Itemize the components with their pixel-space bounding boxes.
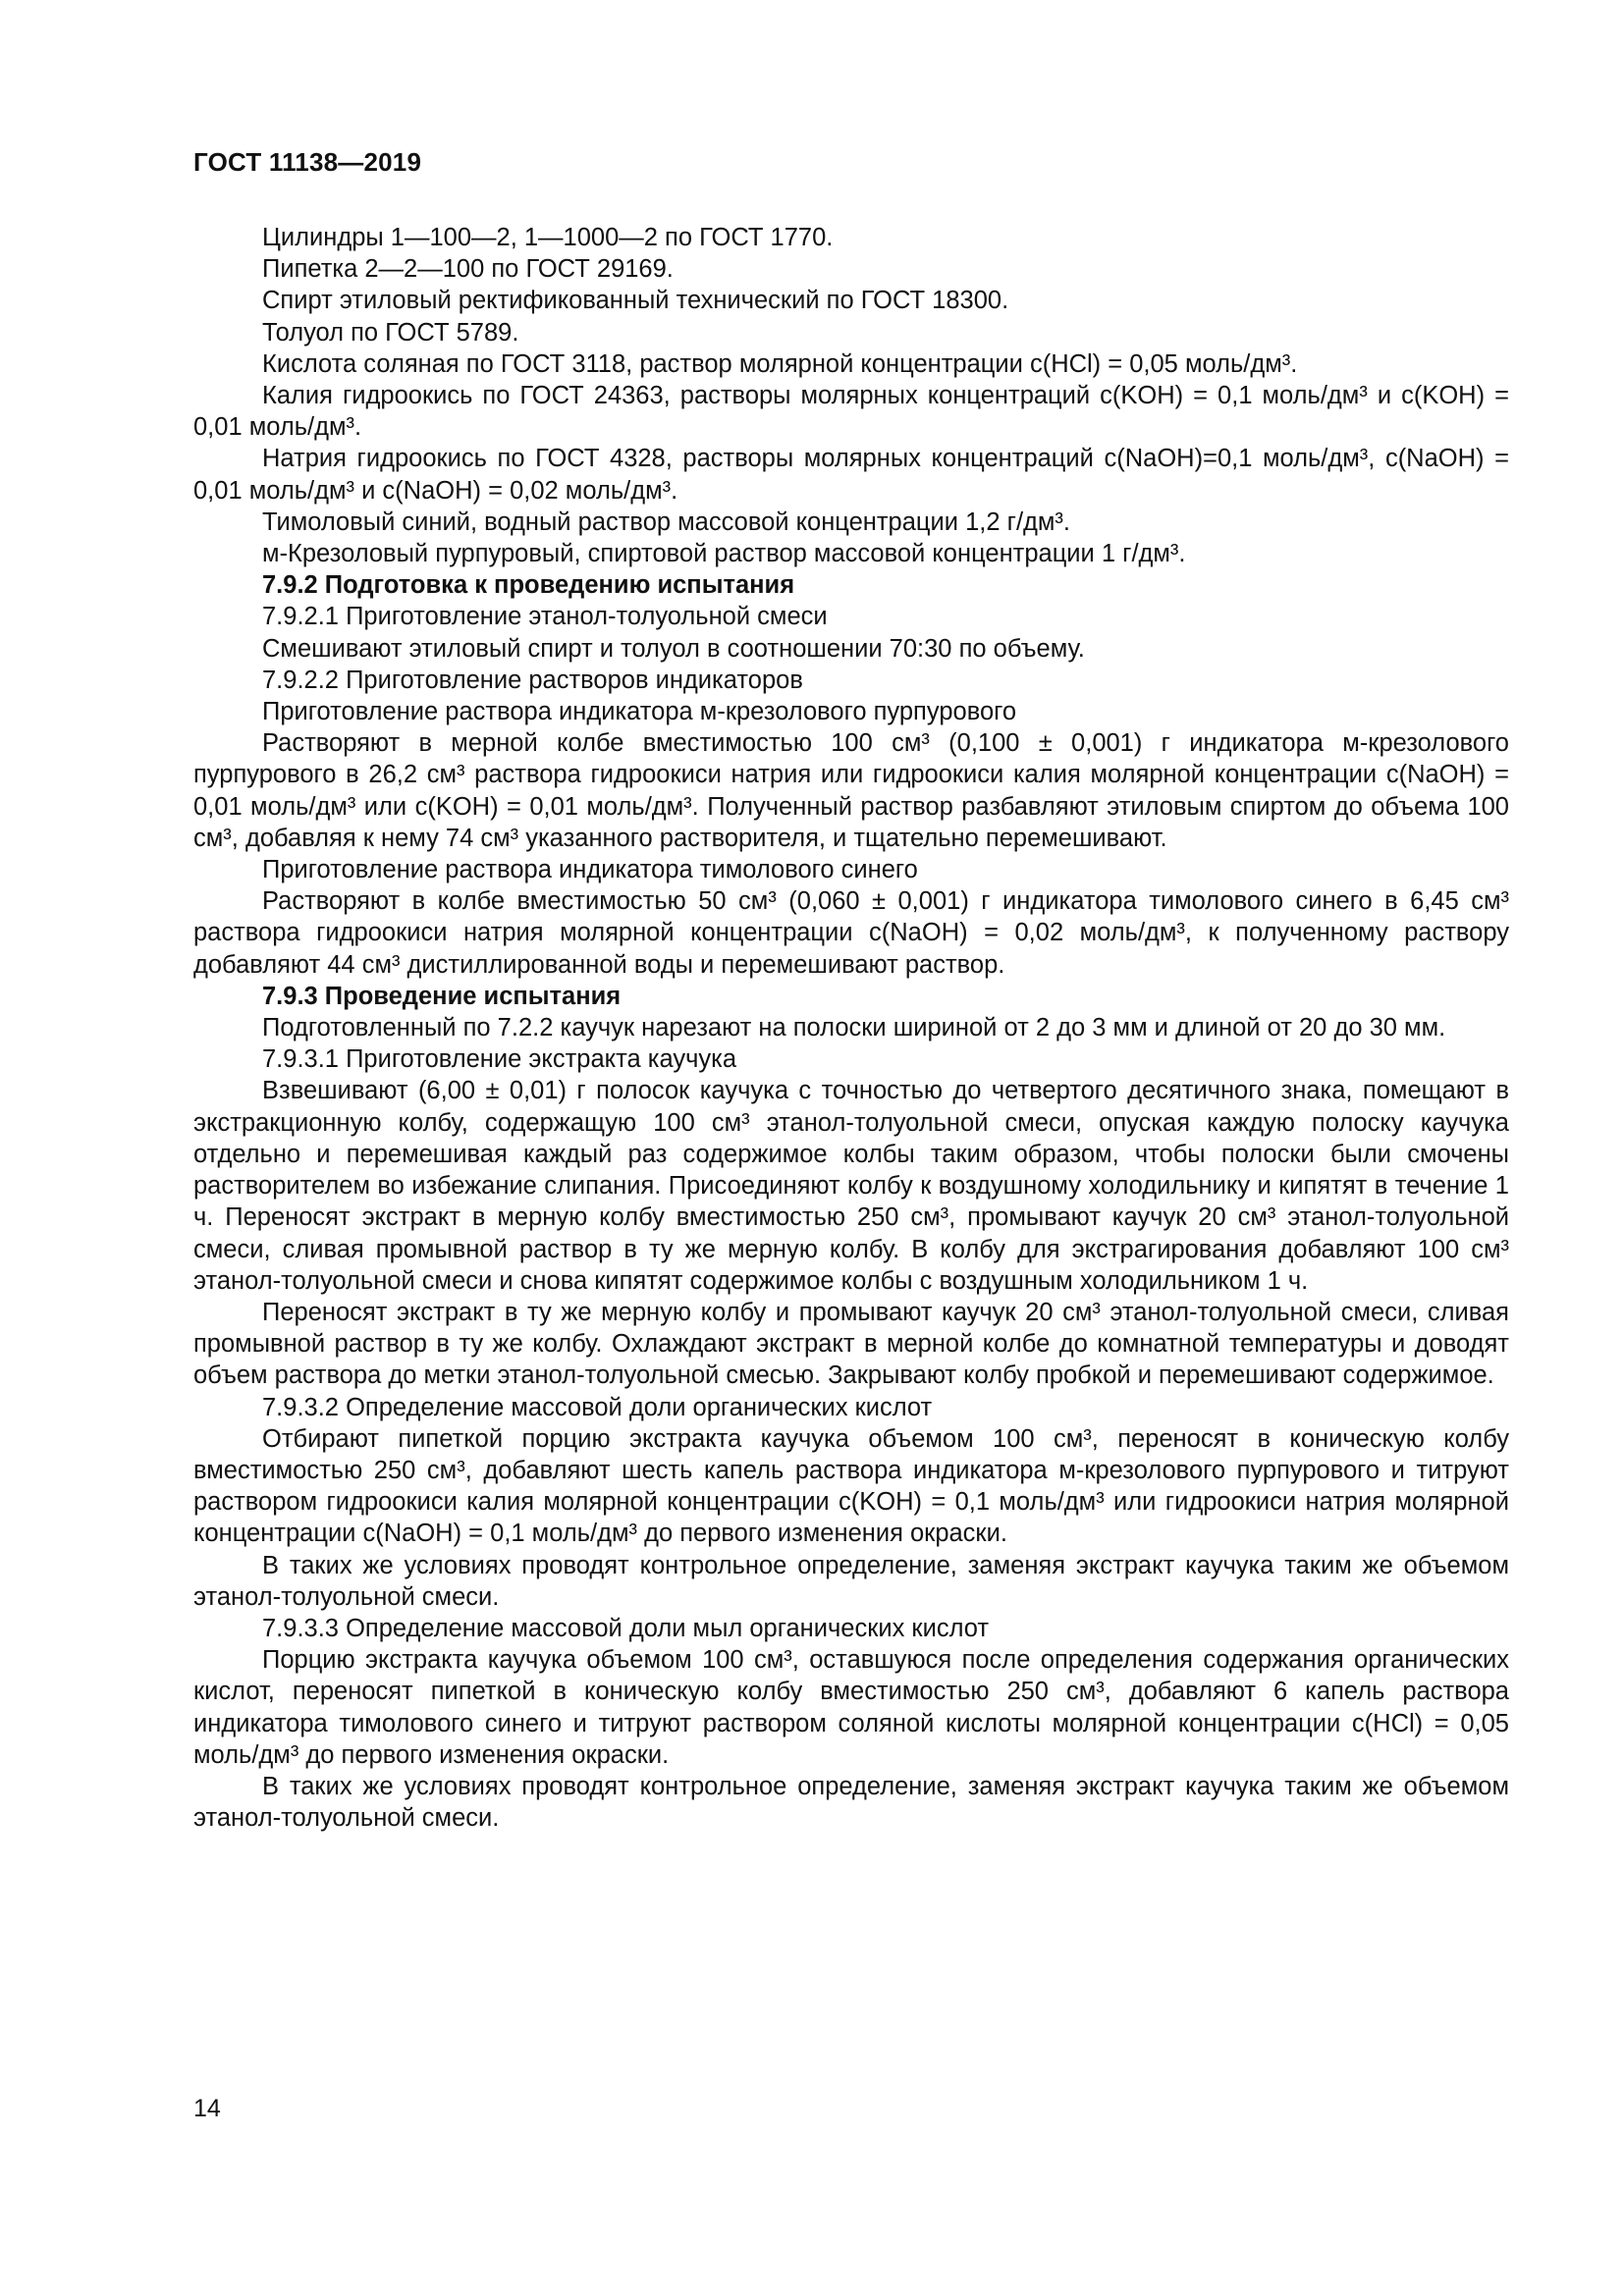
paragraph: В таких же условиях проводят контрольное определение, заменяя экстракт каучука таким же объемом этанол-толуольной смеси.	[193, 1551, 1509, 1611]
paragraph: 7.9.2.1 Приготовление этанол-толуольной смеси	[262, 603, 828, 631]
paragraph: В таких же условиях проводят контрольное определение, заменяя экстракт каучука таким же объемом этанол-толуольной смеси.	[193, 1772, 1509, 1833]
paragraph: Пипетка 2—2—100 по ГОСТ 29169.	[262, 255, 674, 284]
paragraph: Подготовленный по 7.2.2 каучук нарезают на полоски шириной от 2 до 3 мм и длиной от 20 до 30 мм.	[262, 1014, 1446, 1042]
paragraph: 7.9.3.3 Определение массовой доли мыл органических кислот	[262, 1614, 990, 1642]
paragraph: Приготовление раствора индикатора тимолового синего	[262, 856, 918, 884]
paragraph: 7.9.3.2 Определение массовой доли органических кислот	[262, 1393, 933, 1421]
paragraph: Растворяют в колбе вместимостью 50 см³ (0,060 ± 0,001) г индикатора тимолового синего в 6,45 см³ раствора гидроокиси натрия молярной концентрации с(NaOH) = 0,02 моль/дм³, к полученному раствору добавляют 44 см³ дистиллированной воды и перемешивают раствор.	[193, 887, 1509, 979]
paragraph: Цилиндры 1—100—2, 1—1000—2 по ГОСТ 1770.	[262, 224, 834, 251]
paragraph: Приготовление раствора индикатора м-крезолового пурпурового	[262, 698, 1017, 726]
paragraph: Калия гидроокись по ГОСТ 24363, растворы молярных концентраций с(KOH) = 0,1 моль/дм³ и с(KOH) = 0,01 моль/дм³.	[193, 382, 1509, 442]
paragraph: Растворяют в мерной колбе вместимостью 100 см³ (0,100 ± 0,001) г индикатора м-крезолового пурпурового в 26,2 см³ раствора гидроокиси натрия или гидроокиси калия молярной концентрации с(NaOH) = 0,01 моль/дм³ или с(KOH) = 0,01 моль/дм³. Полученный раствор разбавляют этиловым спиртом до объема 100 см³, добавляя к нему 74 см³ указанного растворителя, и тщательно перемешивают.	[193, 729, 1509, 852]
paragraph: Толуол по ГОСТ 5789.	[262, 318, 519, 347]
paragraph: Переносят экстракт в ту же мерную колбу и промывают каучук 20 см³ этанол-толуольной смеси, сливая промывной раствор в ту же колбу. Охлаждают экстракт в мерной колбе до комнатной температуры и доводят объем раствора до метки этанол-толуольной смесью. Закрывают колбу пробкой и перемешивают содержимое.	[193, 1298, 1509, 1390]
paragraph: Спирт этиловый ректификованный технический по ГОСТ 18300.	[262, 287, 1009, 315]
paragraph: Смешивают этиловый спирт и толуол в соотношении 70:30 по объему.	[262, 634, 1085, 663]
paragraph: м-Крезоловый пурпуровый, спиртовой раствор массовой концентрации 1 г/дм³.	[262, 540, 1186, 568]
page-number: 14	[193, 2095, 221, 2122]
document-header: ГОСТ 11138—2019	[193, 147, 422, 177]
document-body	[193, 222, 1509, 1834]
paragraph: Натрия гидроокись по ГОСТ 4328, растворы молярных концентраций с(NaOH)=0,1 моль/дм³, с(NaOH) = 0,01 моль/дм³ и с(NaOH) = 0,02 моль/дм³.	[193, 445, 1509, 505]
section-heading: 7.9.2 Подготовка к проведению испытания	[262, 571, 795, 600]
paragraph: Тимоловый синий, водный раствор массовой концентрации 1,2 г/дм³.	[262, 507, 1071, 536]
paragraph: 7.9.2.2 Приготовление растворов индикаторов	[262, 666, 803, 694]
paragraph: Порцию экстракта каучука объемом 100 см³, оставшуюся после определения содержания органических кислот, переносят пипеткой в коническую колбу вместимостью 250 см³, добавляют 6 капель раствора индикатора тимолового синего и титруют раствором соляной кислоты молярной концентрации с(HCl) = 0,05 моль/дм³ до первого изменения окраски.	[193, 1646, 1509, 1769]
paragraph: Кислота соляная по ГОСТ 3118, раствор молярной концентрации с(HCl) = 0,05 моль/дм³.	[262, 349, 1298, 378]
paragraph: 7.9.3.1 Приготовление экстракта каучука	[262, 1045, 737, 1074]
paragraph: Отбирают пипеткой порцию экстракта каучука объемом 100 см³, переносят в коническую колбу вместимостью 250 см³, добавляют шесть капель раствора индикатора м-крезолового пурпурового и титруют раствором гидроокиси калия молярной концентрации с(KOH) = 0,1 моль/дм³ или гидроокиси натрия молярной концентрации с(NaOH) = 0,1 моль/дм³ до первого изменения окраски.	[193, 1424, 1509, 1548]
paragraph: Взвешивают (6,00 ± 0,01) г полосок каучука с точностью до четвертого десятичного знака, помещают в экстракционную колбу, содержащую 100 см³ этанол-толуольной смеси, опуская каждую полоску каучука отдельно и перемешивая каждый раз содержимое колбы таким образом, чтобы полоски были смочены растворителем во избежание слипания. Присоединяют колбу к воздушному холодильнику и кипятят в течение 1 ч. Переносят экстракт в мерную колбу вместимостью 250 см³, промывают каучук 20 см³ этанол-толуольной смеси, сливая промывной раствор в ту же мерную колбу. В колбу для экстрагирования добавляют 100 см³ этанол-толуольной смеси и снова кипятят содержимое колбы с воздушным холодильником 1 ч.	[193, 1077, 1509, 1295]
section-heading: 7.9.3 Проведение испытания	[262, 982, 622, 1010]
